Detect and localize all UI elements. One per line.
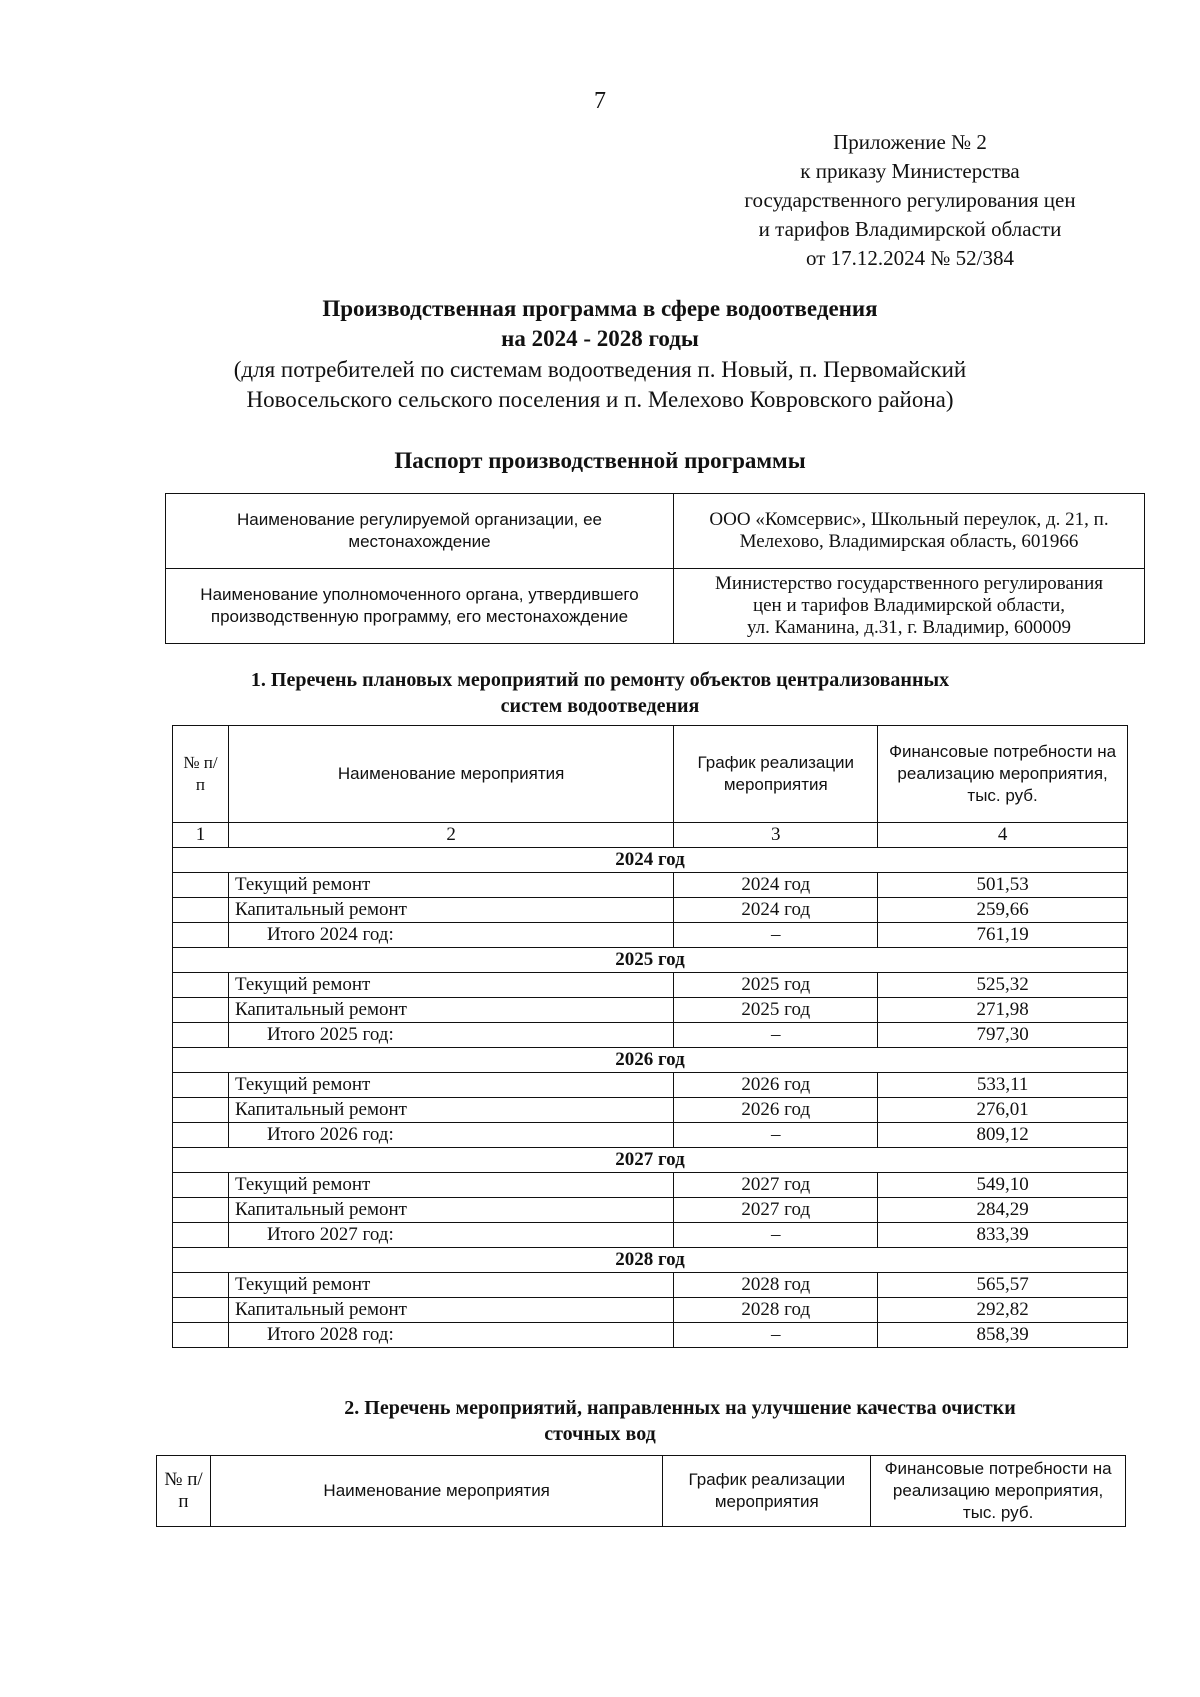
activity-name: Итого 2025 год: bbox=[228, 1023, 673, 1048]
passport-title: Паспорт производственной программы bbox=[394, 448, 806, 473]
activity-schedule: 2028 год bbox=[674, 1273, 878, 1298]
activity-schedule: 2026 год bbox=[674, 1073, 878, 1098]
document-subtitle bbox=[0, 355, 1200, 415]
activity-schedule: – bbox=[674, 1223, 878, 1248]
activity-amount: 525,32 bbox=[878, 973, 1128, 998]
activity-name: Капитальный ремонт bbox=[228, 1298, 673, 1323]
section1-title-line: систем водоотведения bbox=[500, 695, 700, 717]
activity-name: Капитальный ремонт bbox=[228, 898, 673, 923]
table-row bbox=[173, 1298, 1128, 1323]
section1-title bbox=[0, 667, 1200, 719]
page-number: 7 bbox=[594, 88, 606, 114]
header-name: Наименование мероприятия bbox=[210, 1456, 662, 1527]
passport-row bbox=[166, 494, 1145, 569]
subtitle-line: (для потребителей по системам водоотведения п. Новый, п. Первомайский bbox=[233, 357, 967, 382]
row-number bbox=[173, 1173, 229, 1198]
activity-name: Капитальный ремонт bbox=[228, 1198, 673, 1223]
year-label: 2027 год bbox=[173, 1148, 1128, 1173]
section2-title bbox=[0, 1395, 1200, 1447]
header-finance: Финансовые потребности на реализацию мероприятия, тыс. руб. bbox=[871, 1456, 1126, 1527]
table-row bbox=[173, 973, 1128, 998]
appendix-header bbox=[700, 128, 1120, 273]
activity-name: Текущий ремонт bbox=[228, 1073, 673, 1098]
activity-name: Капитальный ремонт bbox=[228, 1098, 673, 1123]
activity-amount: 271,98 bbox=[878, 998, 1128, 1023]
table-header-row bbox=[157, 1456, 1126, 1527]
activity-schedule: 2024 год bbox=[674, 898, 878, 923]
appendix-line: Приложение № 2 bbox=[833, 130, 987, 154]
table-row bbox=[173, 1223, 1128, 1248]
header-schedule: График реализации мероприятия bbox=[674, 726, 878, 823]
year-label: 2028 год bbox=[173, 1248, 1128, 1273]
activity-amount: 565,57 bbox=[878, 1273, 1128, 1298]
year-label: 2025 год bbox=[173, 948, 1128, 973]
appendix-line: и тарифов Владимирской области bbox=[758, 217, 1062, 241]
activity-name: Итого 2027 год: bbox=[228, 1223, 673, 1248]
passport-value-line: Министерство государственного регулирования bbox=[715, 573, 1103, 594]
activity-schedule: – bbox=[674, 923, 878, 948]
row-number bbox=[173, 998, 229, 1023]
row-number bbox=[173, 1323, 229, 1348]
column-index-row bbox=[173, 823, 1128, 848]
appendix-line: от 17.12.2024 № 52/384 bbox=[805, 246, 1015, 270]
title-line: Производственная программа в сфере водоотведения bbox=[322, 296, 878, 321]
activity-schedule: 2025 год bbox=[674, 998, 878, 1023]
column-index: 1 bbox=[173, 823, 229, 848]
year-label: 2024 год bbox=[173, 848, 1128, 873]
header-num: № п/п bbox=[173, 726, 229, 823]
row-number bbox=[173, 973, 229, 998]
table-row bbox=[173, 1098, 1128, 1123]
activity-amount: 292,82 bbox=[878, 1298, 1128, 1323]
table-row bbox=[173, 998, 1128, 1023]
passport-label: Наименование регулируемой организации, ее местонахождение bbox=[166, 494, 674, 569]
section2-title-line: сточных вод bbox=[544, 1423, 656, 1445]
table-row bbox=[173, 1023, 1128, 1048]
passport-value bbox=[674, 569, 1145, 644]
passport-label: Наименование уполномоченного органа, утвердившего производственную программу, его местонахождение bbox=[166, 569, 674, 644]
section2-title-line: 2. Перечень мероприятий, направленных на улучшение качества очистки bbox=[344, 1397, 1016, 1419]
table-row bbox=[173, 898, 1128, 923]
header-schedule: График реализации мероприятия bbox=[663, 1456, 871, 1527]
header-name: Наименование мероприятия bbox=[228, 726, 673, 823]
activity-schedule: – bbox=[674, 1123, 878, 1148]
activity-name: Итого 2026 год: bbox=[228, 1123, 673, 1148]
quality-measures-table bbox=[156, 1455, 1126, 1527]
activity-schedule: – bbox=[674, 1023, 878, 1048]
activity-name: Итого 2024 год: bbox=[228, 923, 673, 948]
row-number bbox=[173, 1098, 229, 1123]
activity-amount: 501,53 bbox=[878, 873, 1128, 898]
activity-name: Текущий ремонт bbox=[228, 873, 673, 898]
table-row bbox=[173, 1073, 1128, 1098]
table-header-row bbox=[173, 726, 1128, 823]
passport-value-line: цен и тарифов Владимирской области, bbox=[752, 595, 1066, 616]
subtitle-line: Новосельского сельского поселения и п. Мелехово Ковровского района) bbox=[246, 387, 954, 412]
year-header-row bbox=[173, 948, 1128, 973]
activity-schedule: 2025 год bbox=[674, 973, 878, 998]
table-row bbox=[173, 1323, 1128, 1348]
table-row bbox=[173, 1173, 1128, 1198]
row-number bbox=[173, 1073, 229, 1098]
activity-amount: 797,30 bbox=[878, 1023, 1128, 1048]
activity-amount: 809,12 bbox=[878, 1123, 1128, 1148]
document-title bbox=[0, 294, 1200, 354]
year-rows bbox=[173, 848, 1128, 1348]
activity-amount: 549,10 bbox=[878, 1173, 1128, 1198]
activity-name: Итого 2028 год: bbox=[228, 1323, 673, 1348]
year-header-row bbox=[173, 1148, 1128, 1173]
activity-amount: 833,39 bbox=[878, 1223, 1128, 1248]
row-number bbox=[173, 1298, 229, 1323]
row-number bbox=[173, 1023, 229, 1048]
activity-name: Текущий ремонт bbox=[228, 1273, 673, 1298]
table-row bbox=[173, 923, 1128, 948]
year-header-row bbox=[173, 1048, 1128, 1073]
repair-plan-table bbox=[172, 725, 1128, 1348]
activity-schedule: 2026 год bbox=[674, 1098, 878, 1123]
passport-table bbox=[165, 493, 1145, 644]
row-number bbox=[173, 1273, 229, 1298]
row-number bbox=[173, 923, 229, 948]
column-index: 2 bbox=[228, 823, 673, 848]
header-finance: Финансовые потребности на реализацию мероприятия, тыс. руб. bbox=[878, 726, 1128, 823]
activity-schedule: – bbox=[674, 1323, 878, 1348]
activity-amount: 858,39 bbox=[878, 1323, 1128, 1348]
section1-title-line: 1. Перечень плановых мероприятий по ремонту объектов централизованных bbox=[250, 669, 950, 691]
row-number bbox=[173, 898, 229, 923]
title-line: на 2024 - 2028 годы bbox=[501, 326, 699, 351]
passport-value-line: ул. Каманина, д.31, г. Владимир, 600009 bbox=[747, 617, 1071, 638]
table-row bbox=[173, 1198, 1128, 1223]
year-label: 2026 год bbox=[173, 1048, 1128, 1073]
activity-name: Капитальный ремонт bbox=[228, 998, 673, 1023]
row-number bbox=[173, 1223, 229, 1248]
year-header-row bbox=[173, 848, 1128, 873]
passport-value: ООО «Комсервис», Школьный переулок, д. 21, п. Мелехово, Владимирская область, 601966 bbox=[674, 494, 1145, 569]
activity-name: Текущий ремонт bbox=[228, 973, 673, 998]
year-header-row bbox=[173, 1248, 1128, 1273]
table-row bbox=[173, 1273, 1128, 1298]
activity-amount: 533,11 bbox=[878, 1073, 1128, 1098]
row-number bbox=[173, 873, 229, 898]
table-row bbox=[173, 873, 1128, 898]
row-number bbox=[173, 1123, 229, 1148]
row-number bbox=[173, 1198, 229, 1223]
activity-amount: 259,66 bbox=[878, 898, 1128, 923]
activity-amount: 276,01 bbox=[878, 1098, 1128, 1123]
activity-schedule: 2024 год bbox=[674, 873, 878, 898]
table-row bbox=[173, 1123, 1128, 1148]
column-index: 4 bbox=[878, 823, 1128, 848]
activity-schedule: 2027 год bbox=[674, 1173, 878, 1198]
passport-row bbox=[166, 569, 1145, 644]
column-index: 3 bbox=[674, 823, 878, 848]
activity-schedule: 2027 год bbox=[674, 1198, 878, 1223]
activity-schedule: 2028 год bbox=[674, 1298, 878, 1323]
appendix-line: государственного регулирования цен bbox=[744, 188, 1076, 212]
appendix-line: к приказу Министерства bbox=[800, 159, 1020, 183]
header-num: № п/п bbox=[157, 1456, 211, 1527]
activity-amount: 284,29 bbox=[878, 1198, 1128, 1223]
activity-name: Текущий ремонт bbox=[228, 1173, 673, 1198]
activity-amount: 761,19 bbox=[878, 923, 1128, 948]
